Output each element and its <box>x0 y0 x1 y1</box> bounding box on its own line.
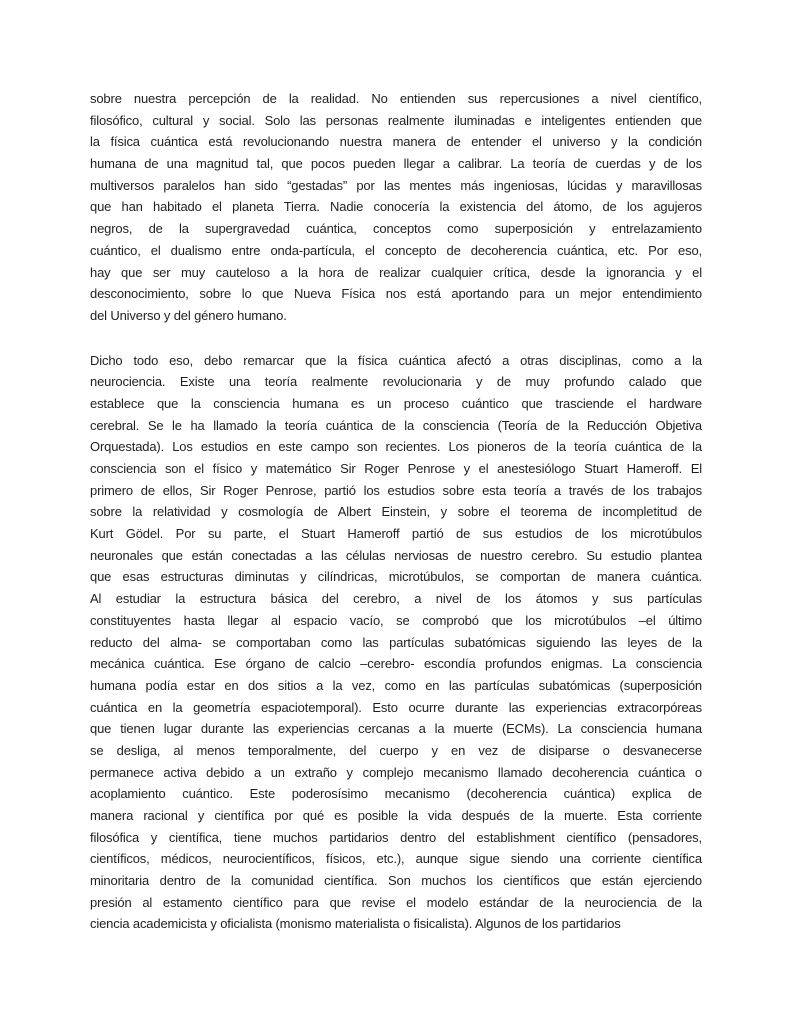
text-line: sobre nuestra percepción de la realidad. No entienden sus repercusiones a nivel científico, <box>90 91 702 106</box>
text-line: que han habitado el planeta Tierra. Nadie conocería la existencia del átomo, de los agujeros <box>90 199 702 215</box>
paragraph <box>90 88 702 327</box>
document-body <box>90 88 702 935</box>
text-line: Kurt Gödel. Por su parte, el Stuart Hameroff partió de sus estudios de los microtúbulos <box>90 526 702 542</box>
text-line: filosófico, cultural y social. Solo las personas realmente iluminadas e inteligentes entienden que <box>90 112 702 128</box>
text-line: desconocimiento, sobre lo que Nueva Física nos está aportando para un mejor entendimiento <box>90 286 702 302</box>
text-line: se desliga, al menos temporalmente, del cuerpo y en vez de disiparse o desvanecerse <box>90 742 702 758</box>
text-line: constituyentes hasta llegar al espacio vacío, se comprobó que los microtúbulos –el último <box>90 612 702 628</box>
text-line: primero de ellos, Sir Roger Penrose, partió los estudios sobre esta teoría a través de los trabajos <box>90 482 702 498</box>
text-line: cuántico, el dualismo entre onda-partícula, el concepto de decoherencia cuántica, etc. Por eso, <box>90 242 702 258</box>
text-line: hay que ser muy cauteloso a la hora de realizar cualquier crítica, desde la ignorancia y el <box>90 264 702 280</box>
text-line: mecánica cuántica. Ese órgano de calcio –cerebro- escondía profundos enigmas. La consciencia <box>90 656 702 672</box>
text-line: Dicho todo eso, debo remarcar que la física cuántica afectó a otras disciplinas, como a la <box>90 352 702 368</box>
text-line: ciencia academicista y oficialista (monismo materialista o fisicalista). Algunos de los partidarios <box>90 916 621 932</box>
text-line: consciencia son el físico y matemático Sir Roger Penrose y el anestesiólogo Stuart Hameroff. El <box>90 461 702 476</box>
text-line: que esas estructuras diminutas y cilíndricas, microtúbulos, se comportan de manera cuántica. <box>90 569 702 585</box>
text-line: neuronales que están conectadas a las células nerviosas de nuestro cerebro. Su estudio plantea <box>90 547 702 563</box>
text-line: cuántica en la geometría espaciotemporal). Esto ocurre durante las experiencias extracorpóreas <box>90 699 702 715</box>
text-line: humana podía estar en dos sitios a la vez, como en las partículas subatómicas (superposición <box>90 677 702 693</box>
text-line: reducto del alma- se comportaban como las partículas subatómicas siguiendo las leyes de la <box>90 634 702 650</box>
text-line: establece que la consciencia humana es un proceso cuántico que trasciende el hardware <box>90 395 702 411</box>
text-line: que tienen lugar durante las experiencias cercanas a la muerte (ECMs). La consciencia humana <box>90 721 702 737</box>
text-line: científicos, médicos, neurocientíficos, físicos, etc.), aunque sigue siendo una corriente científica <box>90 851 702 867</box>
text-line: sobre la relatividad y cosmología de Albert Einstein, y sobre el teorema de incompletitud de <box>90 504 702 520</box>
text-line: la física cuántica está revolucionando nuestra manera de entender el universo y la condición <box>90 134 702 150</box>
text-line: neurociencia. Existe una teoría realmente revolucionaria y de muy profundo calado que <box>90 374 702 390</box>
text-line: permanece activa debido a un extraño y complejo mecanismo llamado decoherencia cuántica o <box>90 764 702 780</box>
text-line: humana de una magnitud tal, que pocos pueden llegar a calibrar. La teoría de cuerdas y de los <box>90 156 702 172</box>
paragraph <box>90 350 702 936</box>
text-line: Orquestada). Los estudios en este campo son recientes. Los pioneros de la teoría cuántica de la <box>90 439 702 455</box>
text-line: filosófica y científica, tiene muchos partidarios dentro del establishment científico (pensadores, <box>90 829 702 845</box>
text-line: cerebral. Se le ha llamado la teoría cuántica de la consciencia (Teoría de la Reducción Objetiva <box>90 417 702 433</box>
text-line: presión al estamento científico para que revise el modelo estándar de la neurociencia de la <box>90 894 702 910</box>
text-line: negros, de la supergravedad cuántica, conceptos como superposición y entrelazamiento <box>90 221 702 237</box>
text-line: acoplamiento cuántico. Este poderosísimo mecanismo (decoherencia cuántica) explica de <box>90 786 702 802</box>
text-line: multiversos paralelos han sido “gestadas” por las mentes más ingeniosas, lúcidas y maravillosas <box>90 177 702 193</box>
text-line: Al estudiar la estructura básica del cerebro, a nivel de los átomos y sus partículas <box>90 591 702 607</box>
text-line: del Universo y del género humano. <box>90 307 287 323</box>
text-line: manera racional y científica por qué es posible la vida después de la muerte. Esta corriente <box>90 808 702 823</box>
text-line: minoritaria dentro de la comunidad científica. Son muchos los científicos que están ejerciendo <box>90 873 702 889</box>
